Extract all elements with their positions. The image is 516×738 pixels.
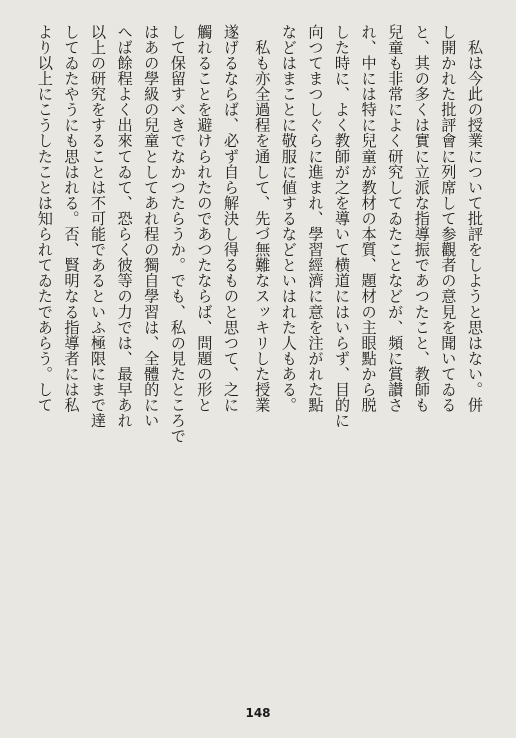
page-number: 148 (245, 706, 271, 720)
text-column-left: 遂げるならば、必ず自ら解決し得るものと思つて、之に 觸れることを避けられたのであつたならば、問題の形と して保留すべきでなかつたらうか。でも、私の見たところで はあの學級の兒童としてあれ程の獨自學習は、全體的にい へば餘程よく出來てゐて、恐らく彼等の力では、最早あれ 以上の研究をすることは不可能であるといふ極限にまで達 してゐたやうにも思はれる。否、賢明なる指導者には私 より以上にこうしたことは知られてゐたであらう。して (35, 24, 240, 444)
text-column-right: 私は今此の授業について批評をしようと思はない。併 し開かれた批評會に列席して参觀者の意見を聞いてゐる と、其の多くは實に立派な指導振であつたこと、教師も 兒童も非常によく研究してゐたことなどが、頻に賞讃さ れ、中には特に兒童が教材の本質、題材の主眼點から脱 した時に、よく教師が之を導いて横道にはいらず、目的に 向つてまつしぐらに進まれ、學習經濟に意を注がれた點 などはまことに敬服に値するなどといはれた人もある。 私も亦全過程を通して、先づ無難なスッキリした授業 (253, 24, 484, 429)
